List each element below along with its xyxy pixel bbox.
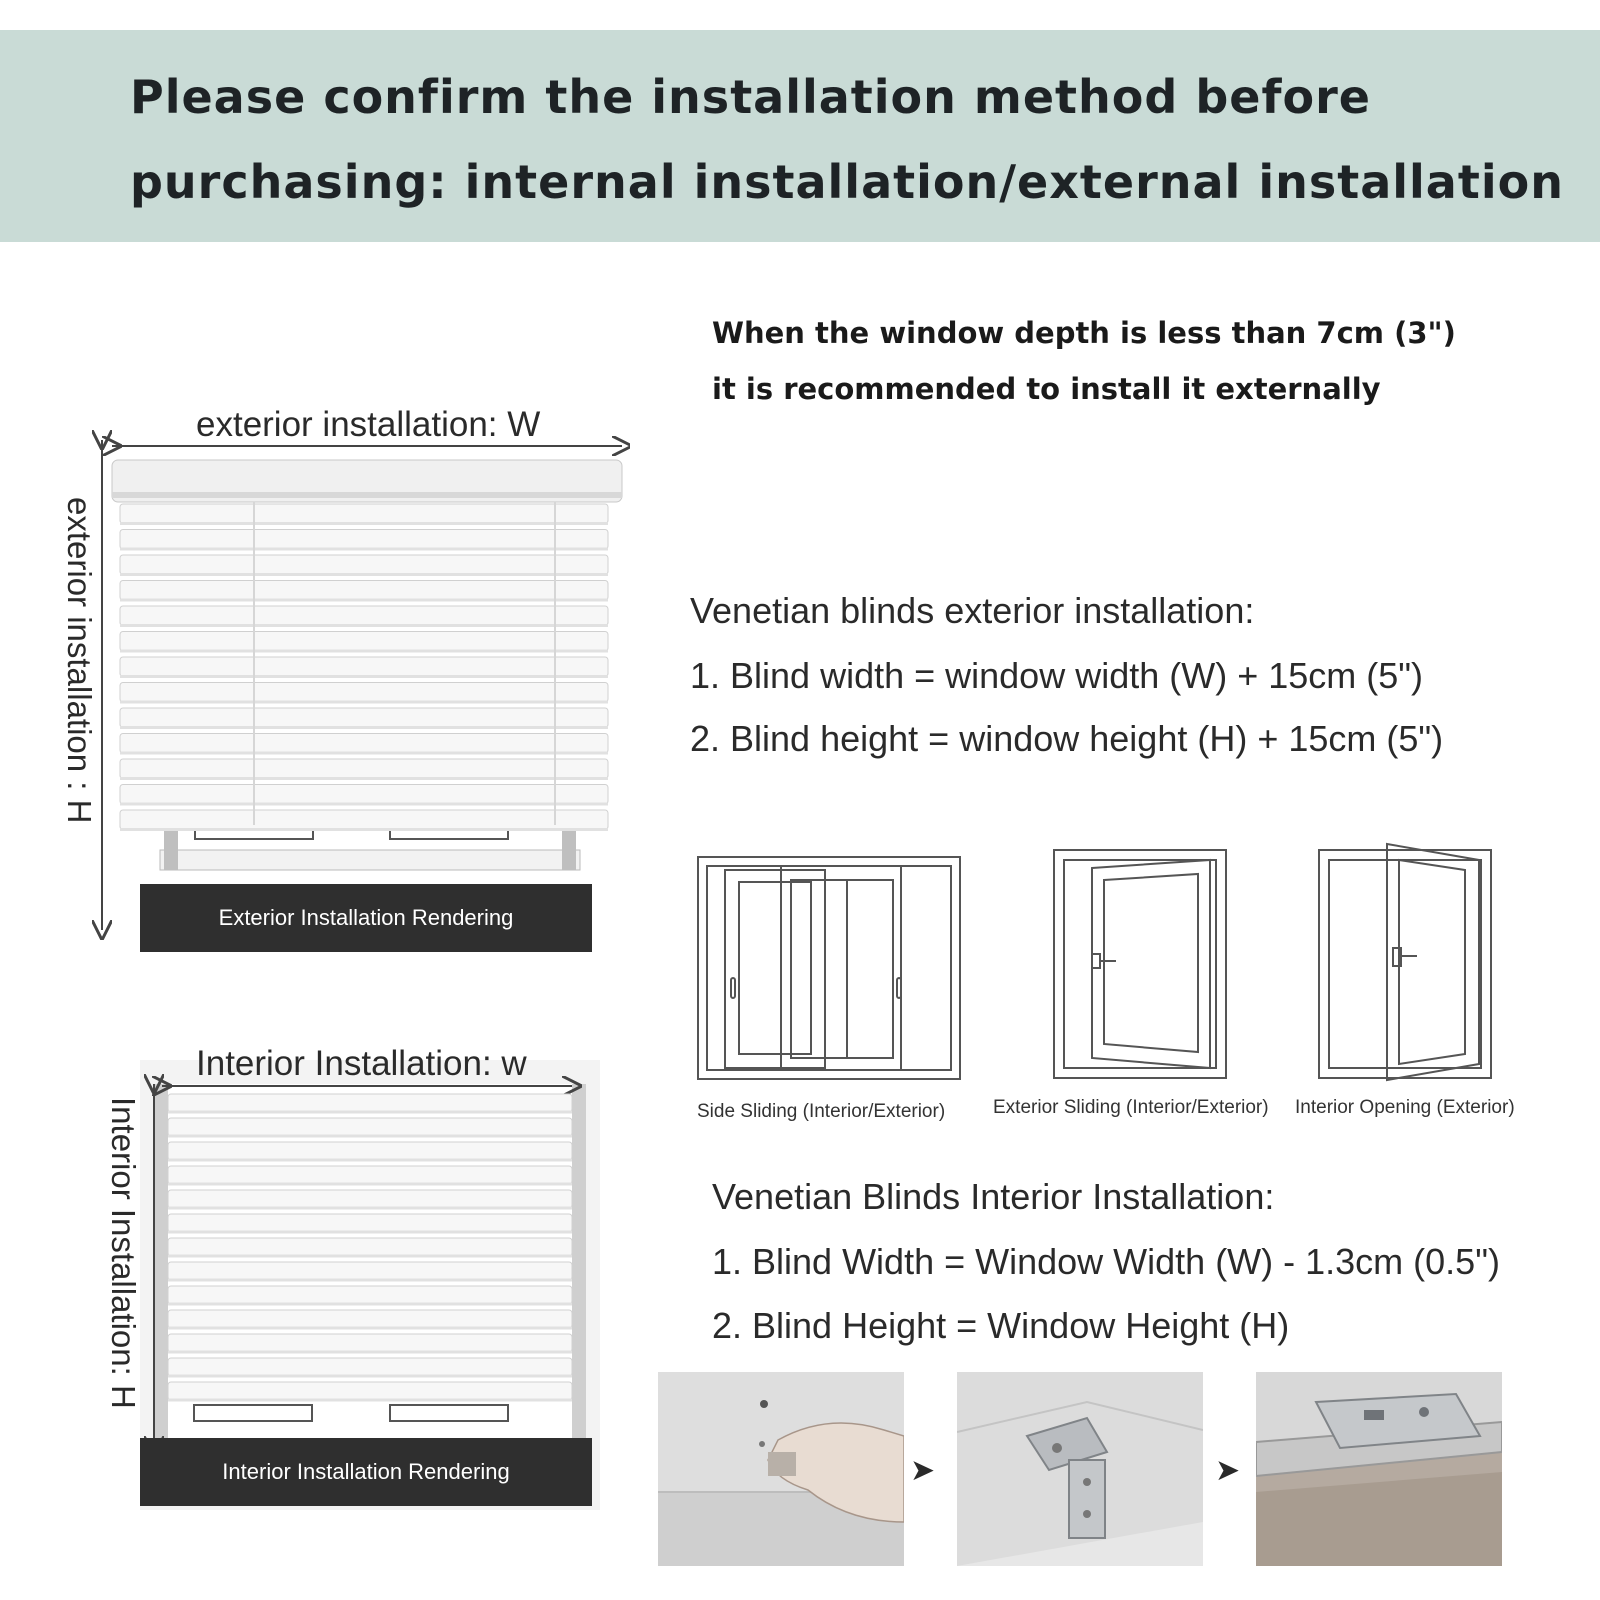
- blind-slat: [120, 810, 608, 830]
- depth-note-line-2: it is recommended to install it externally: [712, 372, 1381, 406]
- exterior-rendering-badge: Exterior Installation Rendering: [140, 884, 592, 952]
- blind-slat: [168, 1214, 572, 1232]
- blind-slat: [168, 1238, 572, 1256]
- blind-slat: [120, 606, 608, 626]
- header-title-line-1: Please confirm the installation method before: [130, 70, 1371, 124]
- interior-spec-title: Venetian Blinds Interior Installation:: [712, 1176, 1275, 1217]
- blind-slat: [120, 530, 608, 550]
- mount-bracket-photo-icon: [957, 1372, 1203, 1566]
- exterior-blind-illustration: [90, 430, 630, 940]
- step-arrow-1: ➤: [910, 1454, 936, 1487]
- step-arrow-2: ➤: [1215, 1454, 1241, 1487]
- blind-slat: [168, 1166, 572, 1184]
- blind-slat: [168, 1190, 572, 1208]
- blind-slat: [120, 632, 608, 652]
- interior-spec-width: 1. Blind Width = Window Width (W) - 1.3cm (0.5"): [712, 1241, 1500, 1282]
- blind-slat: [168, 1094, 572, 1112]
- casement-window-icon: [1050, 846, 1230, 1086]
- header-title-line-2: purchasing: internal installation/external installation: [130, 155, 1564, 209]
- blind-slat: [168, 1262, 572, 1280]
- blind-slat: [168, 1310, 572, 1328]
- blind-slat: [120, 504, 608, 524]
- blind-slat: [120, 683, 608, 703]
- exterior-spec-title: Venetian blinds exterior installation:: [690, 590, 1255, 631]
- exterior-spec-width: 1. Blind width = window width (W) + 15cm (5"): [690, 655, 1424, 696]
- blind-slat: [120, 759, 608, 779]
- blind-slat: [120, 581, 608, 601]
- header-banner: [0, 30, 1600, 242]
- interior-spec-height: 2. Blind Height = Window Height (H): [712, 1305, 1290, 1346]
- casement-window-caption: Exterior Sliding (Interior/Exterior): [993, 1097, 1269, 1118]
- exterior-height-label: exterior installation : H: [61, 497, 98, 824]
- blind-slat: [168, 1142, 572, 1160]
- drill-wall-photo-icon: [658, 1372, 904, 1566]
- exterior-width-label: exterior installation: W: [196, 405, 541, 444]
- blind-slat: [168, 1334, 572, 1352]
- blind-slat: [120, 657, 608, 677]
- blind-slat: [168, 1358, 572, 1376]
- exterior-spec-height: 2. Blind height = window height (H) + 15cm (5"): [690, 718, 1444, 759]
- sliding-window-icon: [695, 852, 965, 1086]
- interior-rendering-badge: Interior Installation Rendering: [140, 1438, 592, 1506]
- interior-height-label: Interior Installation: H: [105, 1097, 142, 1409]
- blind-slat: [120, 734, 608, 754]
- inward-opening-window-icon: [1315, 840, 1495, 1086]
- blind-slat: [168, 1382, 572, 1400]
- sliding-window-caption: Side Sliding (Interior/Exterior): [697, 1101, 946, 1122]
- clip-headrail-photo-icon: [1256, 1372, 1502, 1566]
- blind-slat: [120, 555, 608, 575]
- inward-opening-window-caption: Interior Opening (Exterior): [1295, 1097, 1515, 1118]
- interior-width-label: Interior Installation: w: [196, 1044, 527, 1083]
- blind-slat: [120, 708, 608, 728]
- blind-slat: [120, 785, 608, 805]
- blind-slat: [168, 1286, 572, 1304]
- depth-note-line-1: When the window depth is less than 7cm (3"): [712, 316, 1456, 350]
- blind-slat: [168, 1118, 572, 1136]
